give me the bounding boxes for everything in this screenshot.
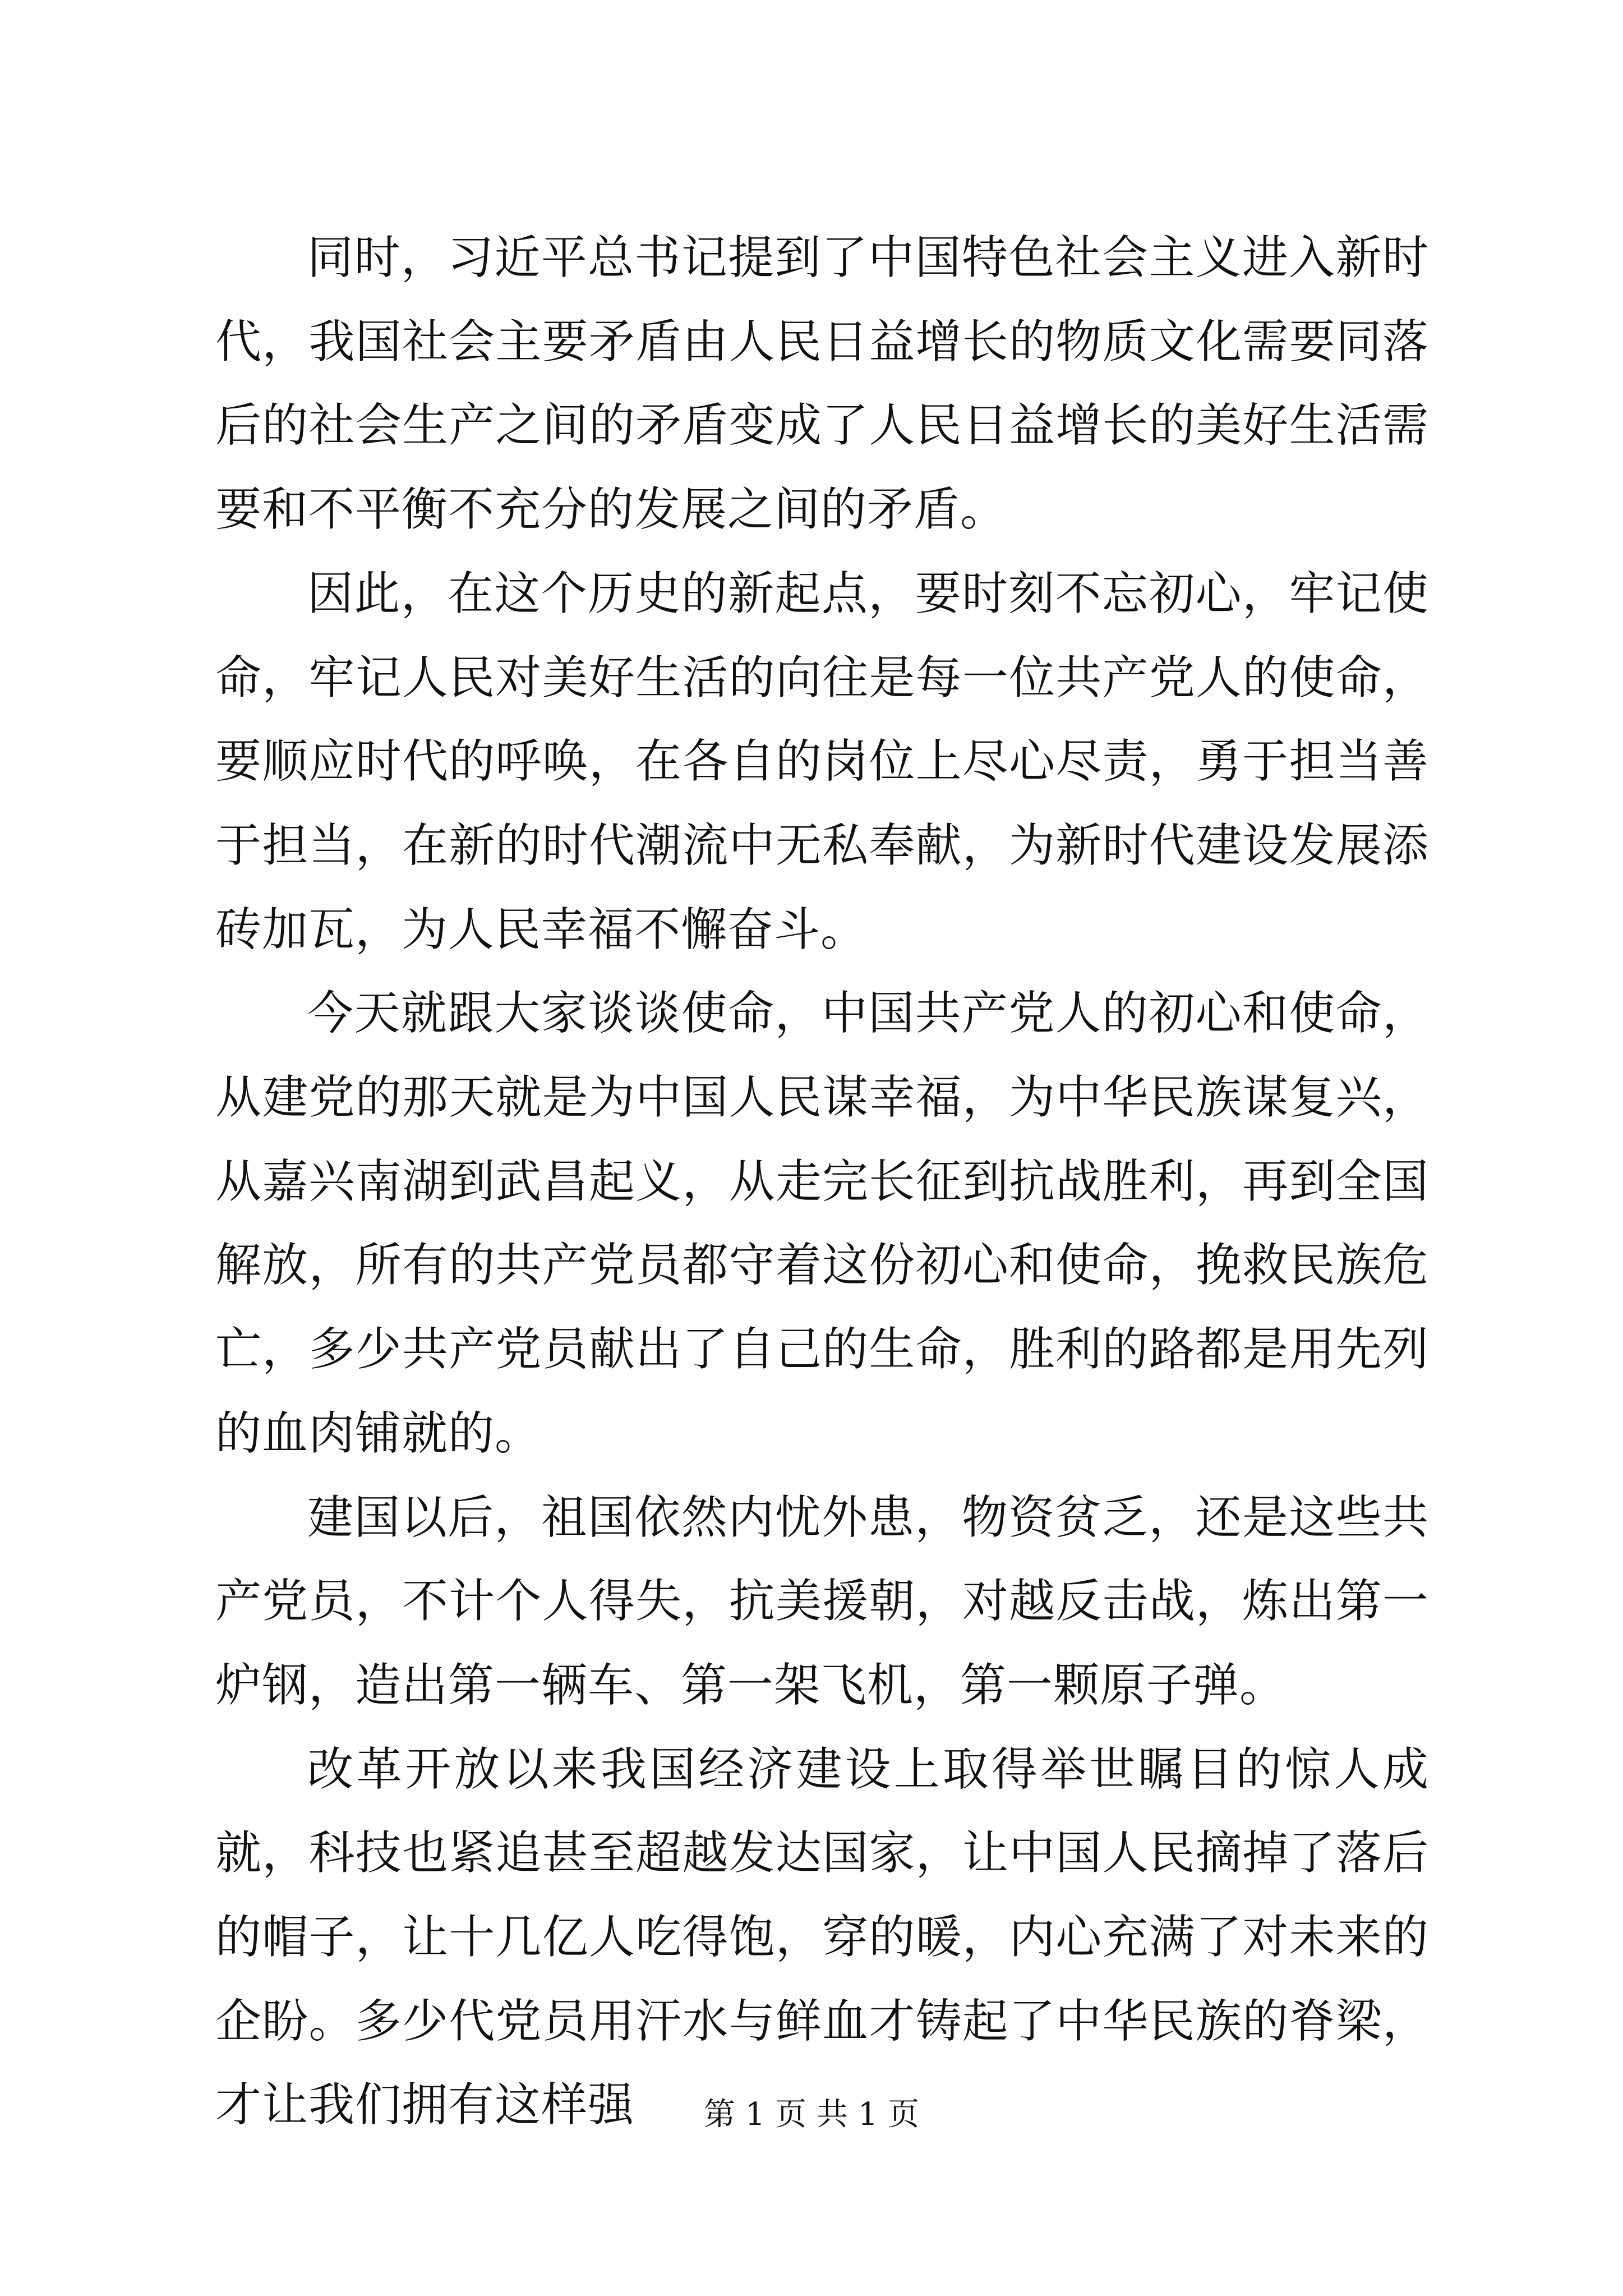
paragraph-5: 改革开放以来我国经济建设上取得举世瞩目的惊人成就，科技也紧追甚至超越发达国家，让中国人民摘掉了落后的帽子，让十几亿人吃得饱，穿的暖，内心充满了对未来的企盼。多少代党员用汗水与鲜血才铸起了中华民族的脊梁，才让我们拥有这样强: [215, 1742, 1429, 2132]
paragraph-2: 因此，在这个历史的新起点，要时刻不忘初心，牢记使命，牢记人民对美好生活的向往是每一位共产党人的使命，要顺应时代的呼唤，在各自的岗位上尽心尽责，勇于担当善于担当，在新的时代潮流中无私奉献，为新时代建设发展添砖加瓦，为人民幸福不懈奋斗。: [215, 567, 1429, 956]
paragraph-1: 同时，习近平总书记提到了中国特色社会主义进入新时代，我国社会主要矛盾由人民日益增长的物质文化需要同落后的社会生产之间的矛盾变成了人民日益增长的美好生活需要和不平衡不充分的发展之间的矛盾。: [215, 231, 1429, 537]
page-footer: [0, 2095, 1623, 2135]
document-body: [215, 216, 1429, 2147]
paragraph-4: 建国以后，祖国依然内忧外患，物资贫乏，还是这些共产党员，不计个人得失，抗美援朝，对越反击战，炼出第一炉钢，造出第一辆车、第一架飞机，第一颗原子弹。: [215, 1490, 1429, 1712]
page-number-label: 第 1 页 共 1 页: [703, 2096, 920, 2133]
paragraph-3: 今天就跟大家谈谈使命，中国共产党人的初心和使命，从建党的那天就是为中国人民谋幸福，为中华民族谋复兴，从嘉兴南湖到武昌起义，从走完长征到抗战胜利，再到全国解放，所有的共产党员都守着这份初心和使命，挽救民族危亡，多少共产党员献出了自己的生命，胜利的路都是用先列的血肉铺就的。: [215, 987, 1429, 1460]
